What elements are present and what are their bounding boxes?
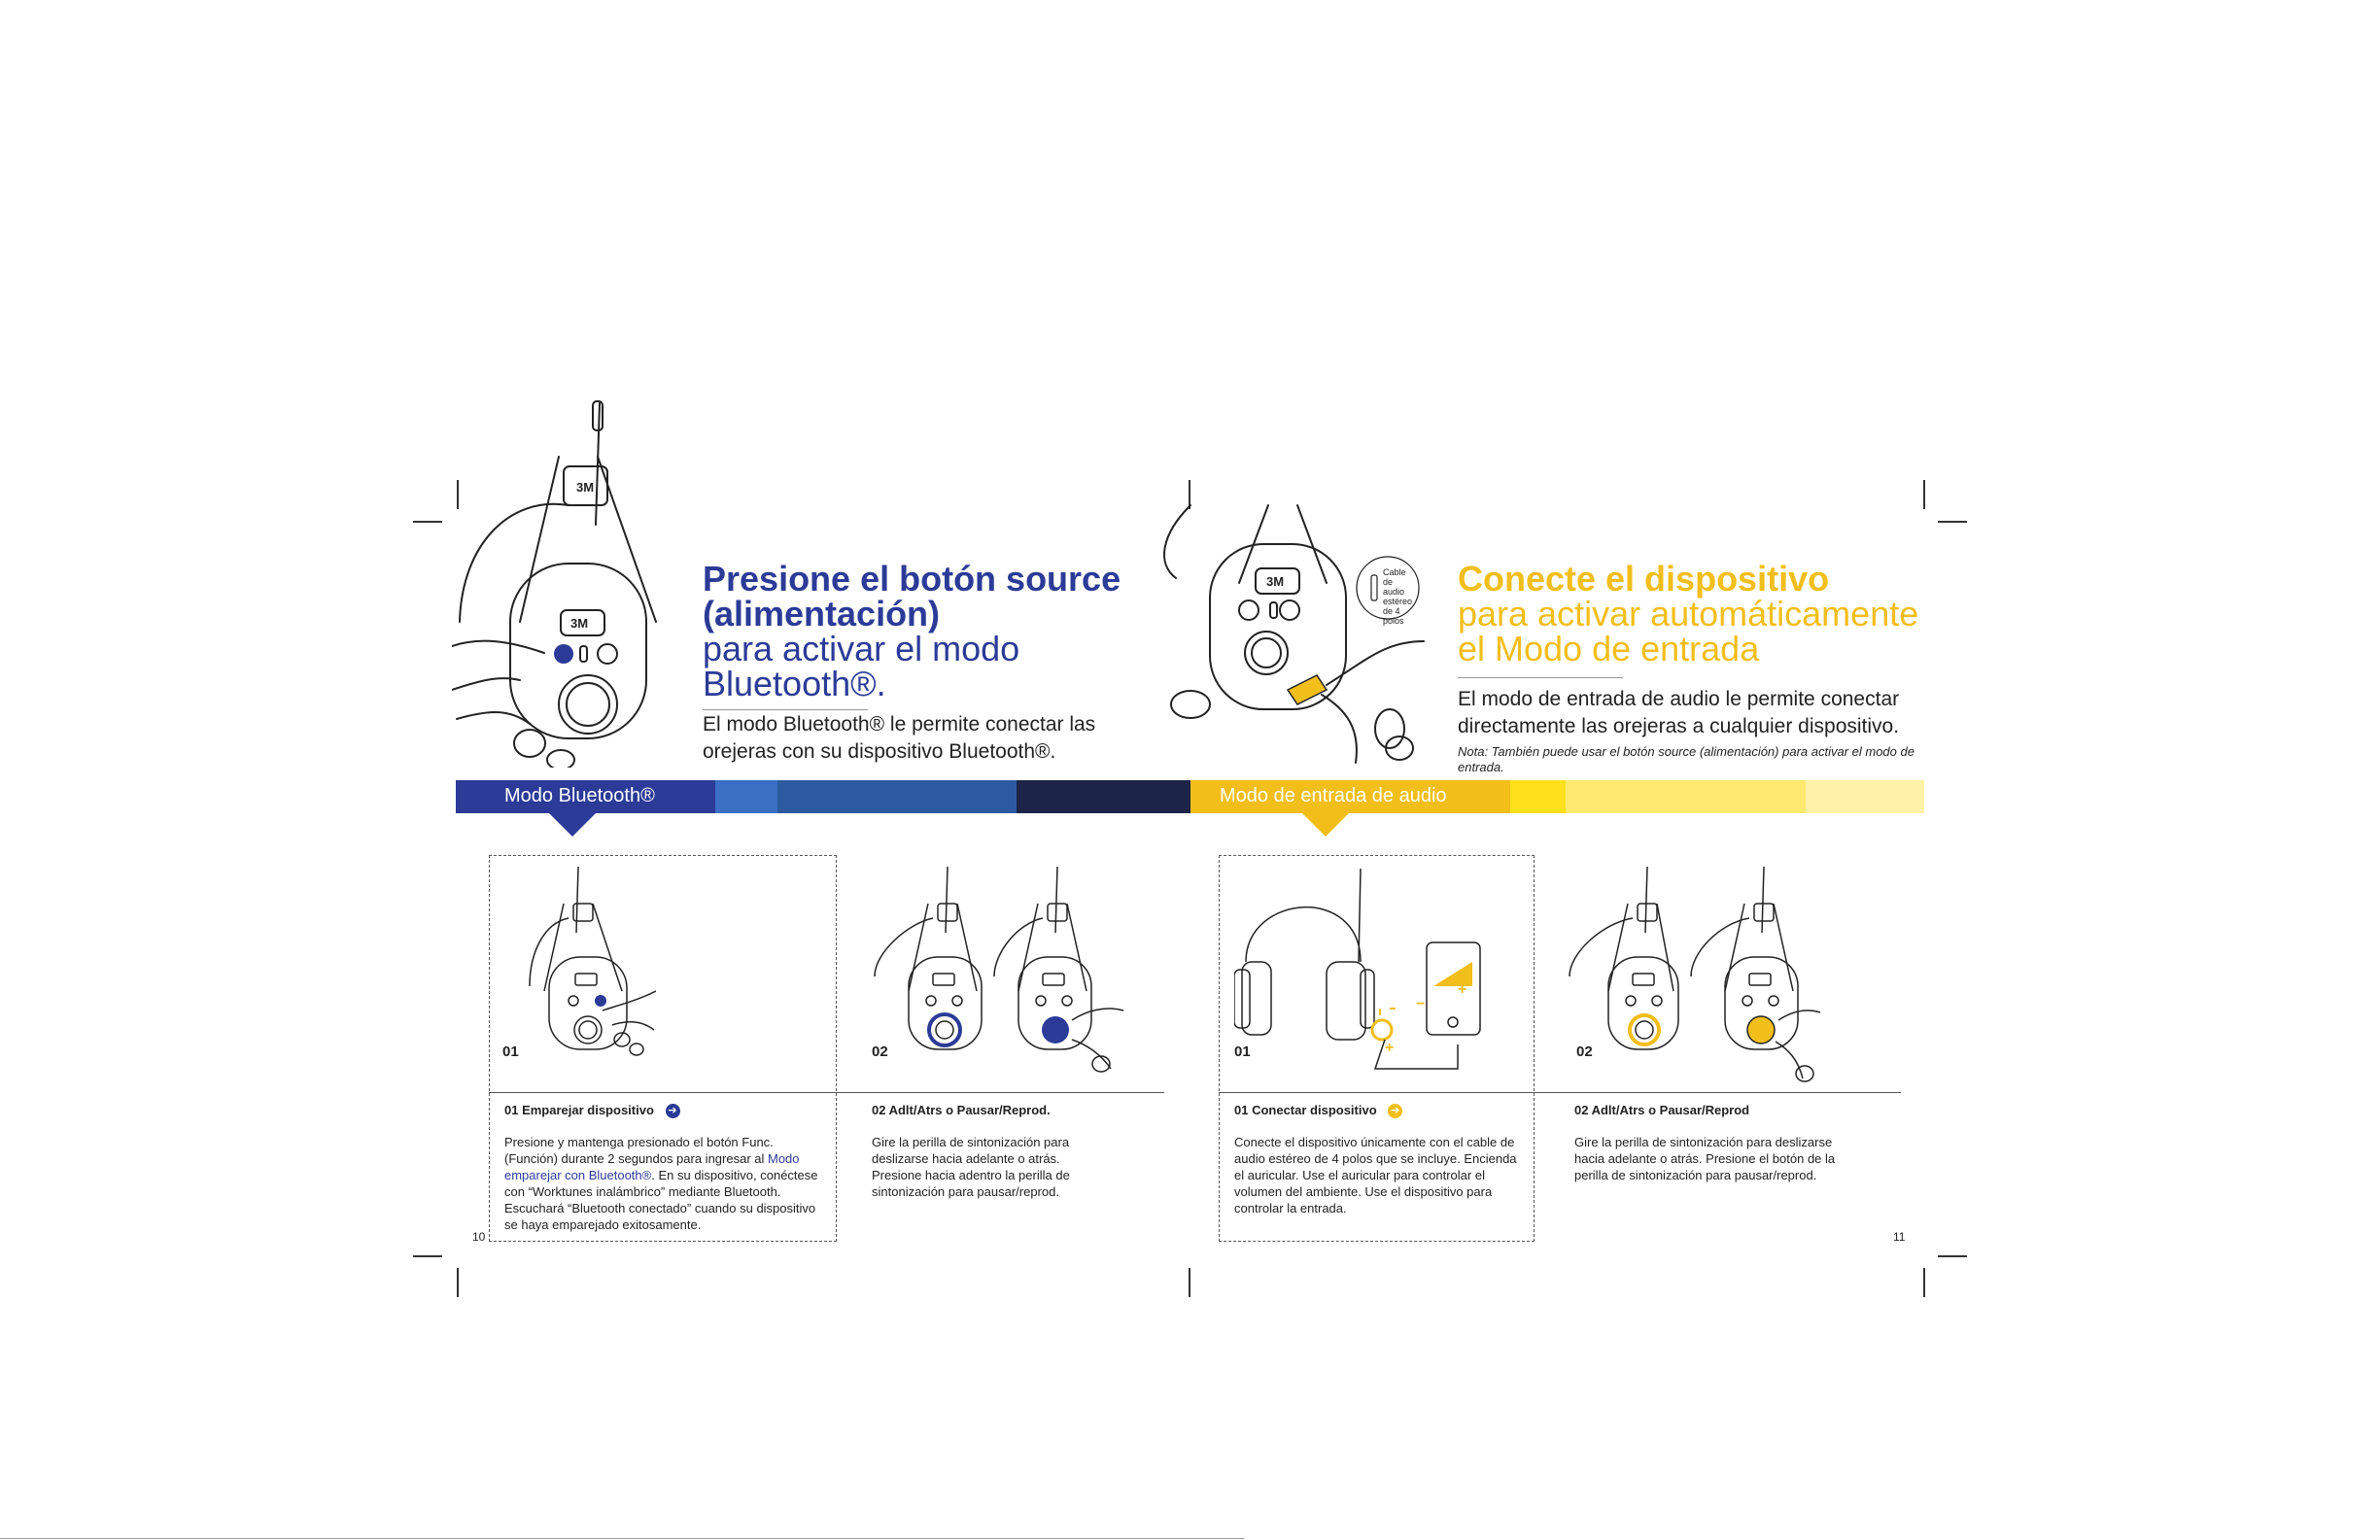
hand-icon: [598, 972, 656, 1059]
right-title-bold: Conecte el dispositivo: [1458, 559, 1830, 599]
band-pointer-bluetooth: [549, 813, 596, 837]
step-body-bluetooth-01: Presione y mantenga presionado el botón Func. (Función) durante 2 segundos para ingresar al Modo emparejar con Bluetooth®. En su dispositivo, conéctese con “Worktunes inalámbrico” mediante Bluetooth. Escuchará “Bluetooth conectado” cuando su dispositivo se haya emparejado exitosamente.: [504, 1135, 818, 1232]
arrow-right-icon: ➔: [666, 1104, 680, 1118]
logo-3m-text: 3M: [576, 480, 595, 495]
band-label-audio-input: Modo de entrada de audio: [1220, 785, 1447, 806]
left-title-light-2: Bluetooth®.: [703, 664, 886, 703]
step-body-bluetooth-02: Gire la perilla de sintonización para deslizarse hacia adelante o atrás. Presione hacia adentro la perilla de sintonización para pausar/reprod.: [872, 1135, 1070, 1199]
crop-mark: [413, 521, 442, 523]
step-number: 01: [1234, 1044, 1251, 1060]
step-number: 02: [1576, 1044, 1593, 1060]
earmuff-illustration-bluetooth: [452, 398, 685, 768]
svg-text:3M: 3M: [1266, 574, 1285, 589]
crop-mark: [413, 1255, 442, 1257]
volume-minus-icon: −: [1416, 996, 1426, 1012]
step-title-bluetooth-01: 01 Emparejar dispositivo ➔: [504, 1103, 680, 1118]
step-body-audio-01: Conecte el dispositivo únicamente con el cable de audio estéreo de 4 polos que se incluye. Encienda el auricular. Use el auricular para controlar el volumen del ambiente. Use el dispositivo para controlar la entrada.: [1234, 1135, 1517, 1215]
step-title-bluetooth-02: 02 Adlt/Atrs o Pausar/Reprod.: [872, 1103, 1051, 1117]
crop-mark: [1923, 1268, 1925, 1297]
cable-callout-label: Cable de audio estéreo de 4 polos: [1383, 567, 1413, 626]
left-title-light-1: para activar el modo: [703, 629, 1020, 668]
band-label-bluetooth: Modo Bluetooth®: [504, 785, 655, 806]
right-title-rule: [1458, 677, 1623, 678]
audio-cable-plug-highlight: [1288, 675, 1327, 704]
crop-mark: [457, 1268, 459, 1297]
right-lead: El modo de entrada de audio le permite conectar directamente las orejeras a cualquier dispositivo.: [1458, 688, 1900, 737]
arrow-right-icon: ➔: [1388, 1104, 1402, 1118]
band-pointer-audio-input: [1302, 813, 1349, 837]
left-lead: El modo Bluetooth® le permite conectar las orejeras con su dispositivo Bluetooth®.: [703, 713, 1096, 763]
svg-text:3M: 3M: [570, 616, 589, 631]
left-title-bold-2: (alimentación): [703, 594, 941, 633]
crop-mark: [1938, 1255, 1967, 1257]
volume-plus-icon: +: [1458, 981, 1467, 998]
right-title-light-2: el Modo de entrada: [1458, 629, 1760, 668]
step-illustration-bluetooth-02a: [870, 865, 986, 1059]
step-illustration-audio-01: [1234, 865, 1487, 1088]
page-number-right: 11: [1893, 1230, 1906, 1244]
step-number: 01: [502, 1044, 519, 1060]
slug-line: [0, 1538, 1244, 1539]
crop-mark: [1189, 1268, 1190, 1297]
step-body-audio-02: Gire la perilla de sintonización para deslizarse hacia adelante o atrás. Presione el botón de la perilla de sintonización para pausar/reprod.: [1574, 1135, 1836, 1182]
volume-plus-icon: +: [1385, 1040, 1395, 1056]
power-button-highlight: [554, 644, 573, 664]
step-number: 02: [872, 1044, 888, 1060]
step-title-audio-01: 01 Conectar dispositivo ➔: [1234, 1103, 1402, 1118]
step-illustration-bluetooth-02b: [989, 865, 1125, 1078]
right-title-light-1: para activar automáticamente: [1458, 594, 1919, 633]
step-illustration-audio-02b: [1686, 865, 1822, 1088]
divider-rule: [489, 1092, 1164, 1093]
left-title-bold-1: Presione el botón source: [703, 559, 1121, 599]
page-number-left: 10: [472, 1230, 486, 1244]
crop-mark: [1923, 480, 1925, 509]
divider-rule: [1219, 1092, 1901, 1093]
pairing-mode-link: Modo emparejar con Bluetooth®: [504, 1151, 800, 1182]
earmuff-illustration-audio-input: [1152, 486, 1433, 768]
crop-mark: [1938, 521, 1967, 523]
step-illustration-audio-02a: [1565, 865, 1681, 1059]
right-note: Nota: También puede usar el botón source (alimentación) para activar el modo de entrada.: [1458, 744, 1914, 774]
left-title-rule: [703, 709, 868, 710]
step-title-audio-02: 02 Adlt/Atrs o Pausar/Reprod: [1574, 1103, 1750, 1117]
